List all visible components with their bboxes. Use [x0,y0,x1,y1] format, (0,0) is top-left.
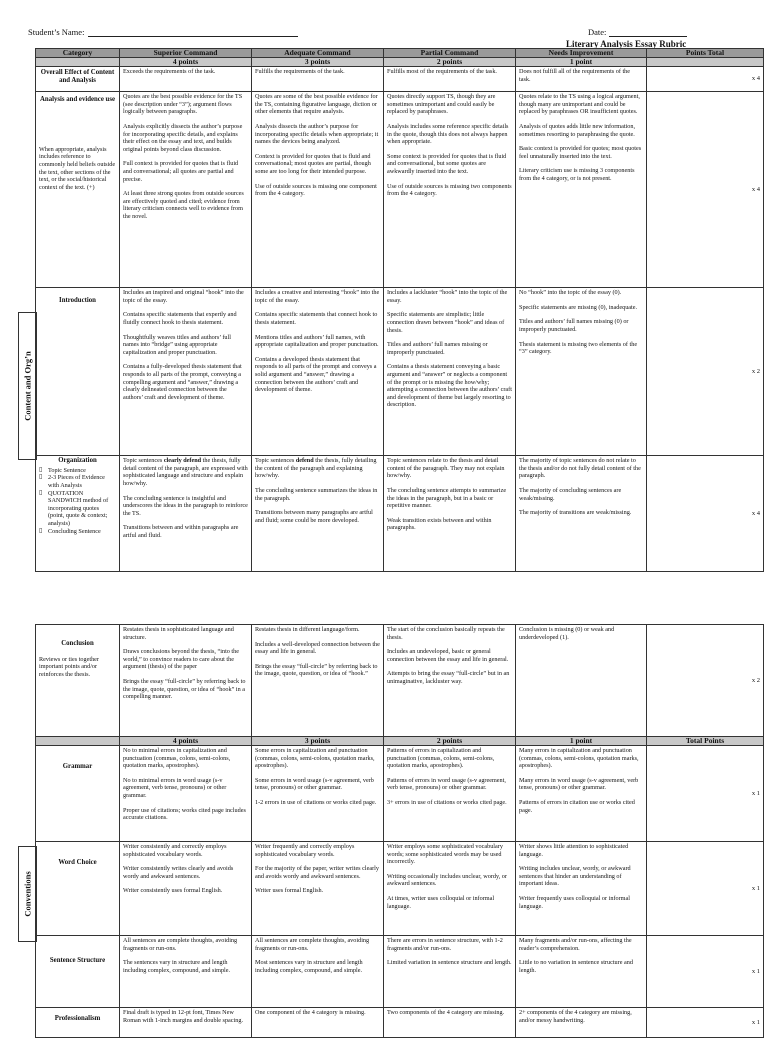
cell-partial [384,842,516,936]
criterion-text: Analysis dissects the author’s purpose for incorporating specific details when appropriate; it names the devices being analyzed. [255,122,379,146]
table-row [36,456,764,572]
rubric-title-prefix: Literary [566,39,599,49]
category-cell [36,67,120,92]
cell-adequate [252,746,384,842]
criterion-lead: Topic sentences [255,457,296,465]
criterion-text: Analysis includes some reference specific details in the quote, though this does not always happen when appropriate. [387,122,509,146]
category-title: Grammar [62,763,93,770]
criterion-text: The concluding sentence attempts to summarize the ideas in the paragraph, but in a basic or repetitive manner. [387,486,507,510]
criterion-text: Limited variation in sentence structure and length. [387,959,512,967]
cell-needs-improvement [516,842,647,936]
points-blank [36,737,120,746]
criterion-text: Two components of the 4 category are missing. [387,1009,505,1016]
criterion-text: Final draft is typed in 12-pt font, Times New Roman with 1-inch margins and double spacing. [123,1009,244,1024]
criterion-rest: the thesis, fully detail content of the paragraph, are expressed with sophisticated language and structure and explain how/why. [123,457,248,487]
criterion-text [255,457,380,480]
criterion-text: Contains specific statements that expertly and fluidly connect hook to thesis statement. [123,311,237,326]
student-name-label: Student’s Name: [28,27,85,37]
criterion-text: Writer consistently uses formal English. [123,887,223,895]
category-cell [36,936,120,1008]
criterion-text: Includes a lackluster “hook” into the topic of the essay. [387,289,508,304]
criterion-text: Writing occasionally includes unclear, wordy, or awkward sentences. [387,872,507,888]
criterion-text: Contains a thesis statement conveying a basic argument and “answer” or neglects a component of the prompt or is missing the how/why; attempting a connection between the authors’ craft and development of theme but largely resorting to description. [387,363,512,409]
criterion-text: Brings the essay “full-circle” by referring back to the image, quote, question, or idea of “hook.” [255,662,378,678]
criterion-text: 2+ components of the 4 category are missing, and/or messy handwriting. [519,1009,632,1024]
criterion-text: Attempts to bring the essay “full-circle” but in an unimaginative, lackluster way. [387,670,510,685]
cell-partial [384,746,516,842]
criterion-text: Thoughtfully weaves titles and authors’ full names into “bridge” using appropriate capitalization and proper punctuation. [123,333,231,356]
cell-needs-improvement [516,1008,647,1038]
category-title: Organization [58,457,97,465]
criterion-text: The concluding sentence summarizes the ideas in the paragraph. [255,486,378,502]
criterion-text: Quotes are the best possible evidence for the TS (see description under “3”); argument flows logically between paragraphs. [123,93,243,116]
criterion-text: Quotes directly support TS, though they are sometimes unimportant and could easily be replaced by paraphrases. [387,93,496,116]
rubric-table-top [35,48,764,572]
criterion-text: Includes a well-developed connection between the essay and life in general. [255,640,380,656]
criterion-text: For the majority of the paper, writer writes clearly and avoids wordy and awkward sentences. [255,865,379,880]
criterion-text: There are errors in sentence structure, with 1-2 fragments and/or run-ons. [387,937,503,952]
cell-adequate [252,625,384,737]
score-multiplier[interactable]: x 4 [647,67,764,92]
header-row [36,49,764,58]
criterion-text: All sentences are complete thoughts, avoiding fragments or run-ons. [123,937,238,952]
list-item: ▯ QUOTATION SANDWICH method of incorporating quotes (point, quote & context; analysis) [39,490,116,528]
cell-partial [384,288,516,456]
cell-partial [384,456,516,572]
criterion-text: Patterns of errors in capitalization and punctuation (commas, colons, semi-colons, quotation marks, apostrophes). [387,747,495,770]
criterion-text: No “hook” into the topic of the essay (0). [519,289,622,297]
criterion-text: Patterns of errors in citation use or works cited page. [519,798,635,814]
cell-needs-improvement [516,936,647,1008]
criterion-text: Little to no variation in sentence structure and length. [519,959,633,974]
criterion-text: Writer consistently writes clearly and avoids wordy and awkward sentences. [123,865,234,880]
cell-needs-improvement [516,625,647,737]
criterion-rest: the thesis, fully detailing the content of the paragraph and explaining how/why. [255,457,377,480]
criterion-text: Writer frequently uses colloquial or informal language. [519,894,630,910]
criterion-text: Writer consistently and correctly employs sophisticated vocabulary words. [123,843,227,858]
cell-adequate [252,1008,384,1038]
criterion-text: Literary criticism use is missing 3 components from the 4 category, or is not present. [519,167,635,182]
category-title: Analysis and evidence use [40,96,115,104]
table-row [36,288,764,456]
list-item: ▯ 2-3 Pieces of Evidence with Analysis [39,474,116,489]
criterion-text: Patterns of errors in word usage (s-v agreement, verb tense, pronouns) or other grammar. [387,776,506,792]
criterion-text: Analysis explicitly dissects the author’s purpose for incorporating specific details, and explains their effect on the essay and text, and builds original points beyond class discussion. [123,122,243,153]
score-multiplier[interactable]: x 1 [647,842,764,936]
cell-superior [120,625,252,737]
criterion-text: 3+ errors in use of citations or works cited page. [387,798,507,806]
points-blank [36,58,120,67]
col-superior: Superior Command [120,49,252,58]
criterion-text: Contains specific statements that connect hook to thesis statement. [255,311,378,326]
category-cell [36,92,120,288]
cell-needs-improvement [516,288,647,456]
category-cell [36,842,120,936]
criterion-text: Conclusion is missing (0) or weak and underdeveloped (1). [519,626,615,641]
criterion-text: Writer frequently and correctly employs sophisticated vocabulary words. [255,843,355,858]
points-2: 2 points [384,58,516,67]
cell-needs-improvement [516,456,647,572]
category-title: Professionalism [54,1015,101,1022]
cell-superior [120,842,252,936]
criterion-text: The majority of transitions are weak/missing. [519,509,632,517]
criterion-text: Use of outside sources is missing two components from the 4 category. [387,182,512,198]
table-row [36,746,764,842]
side-label-content-text: Content and Org’n [22,351,33,421]
score-multiplier[interactable]: x 4 [647,456,764,572]
criterion-text: Exceeds the requirements of the task. [123,68,216,75]
criterion-text: Transitions between many paragraphs are artful and fluid; some could be more developed. [255,509,373,524]
category-cell [36,746,120,842]
criterion-text: Many fragments and/or run-ons, affecting the reader’s comprehension. [519,937,632,952]
criterion-text: Contains a fully-developed thesis statement that responds to all parts of the prompt, conveying a compelling argument and “answer,” drawing a clearly delineated connection between the authors’ craft and development of theme. [123,363,242,401]
criterion-emphasis: defend [295,457,314,465]
criterion-text: Thesis statement is missing two elements of the “3” category. [519,340,638,356]
student-name-line [88,27,298,37]
criterion-text: The concluding sentence is insightful and underscores the ideas in the paragraph to reinforce the TS. [123,494,248,517]
points-row [36,58,764,67]
side-label-conventions-text: Conventions [22,871,33,917]
cell-superior [120,936,252,1008]
criterion-text: Draws conclusions beyond the thesis, “into the world,” to convince readers to care about the argument (thesis) of the paper [123,648,239,671]
cell-superior [120,1008,252,1038]
criterion-text: Restates thesis in different language/form. [255,626,360,633]
category-cell [36,1008,120,1038]
criterion-text: The majority of concluding sentences are weak/missing. [519,486,622,502]
criterion-text: Topic sentences relate to the thesis and detail content of the paragraph. They may not explain how/why. [387,457,505,480]
cell-superior [120,456,252,572]
col-adequate: Adequate Command [252,49,384,58]
category-description: Reviews or ties together important points and/or reinforces the thesis. [39,655,99,678]
criterion-text: The sentences vary in structure and length including complex, compound, and simple. [123,959,231,974]
criterion-text: The start of the conclusion basically repeats the thesis. [387,626,505,641]
points-4: 4 points [120,58,252,67]
cell-adequate [252,92,384,288]
criterion-text: Mentions titles and authors’ full names, with appropriate capitalization and proper punctuation. [255,333,379,349]
points-1: 1 point [516,58,647,67]
cell-superior [120,92,252,288]
total-points-header: Total Points [647,737,764,746]
col-partial: Partial Command [384,49,516,58]
criterion-text: No to minimal errors in capitalization and punctuation (commas, colons, semi-colons, quotation marks, apostrophes). [123,747,231,770]
table-row [36,625,764,737]
criterion-text: Contains a developed thesis statement that responds to all parts of the prompt and conveys a solid argument and “answer,” drawing a connection between the authors’ craft and development of theme. [255,355,377,394]
cell-superior [120,746,252,842]
table-row [36,1008,764,1038]
criterion-text: Weak transition exists between and within paragraphs. [387,516,492,532]
criterion-text: Most sentences vary in structure and length including complex, compound, and simple. [255,959,363,974]
criterion-text: Includes an undeveloped, basic or general connection between the essay and life in general. [387,648,509,663]
cell-superior [120,288,252,456]
score-multiplier[interactable]: x 1 [647,746,764,842]
criterion-text: Transitions between and within paragraphs are artful and fluid. [123,524,239,539]
criterion-text: One component of the 4 category is missing. [255,1009,366,1016]
cell-needs-improvement [516,746,647,842]
category-title: Word Choice [58,859,97,866]
criterion-emphasis: clearly defend [163,457,202,465]
criterion-text: Writer shows little attention to sophisticated language. [519,843,629,858]
criterion-text: Some errors in word usage (s-v agreement, verb tense, pronouns) or other grammar. [255,776,374,792]
criterion-text: Titles and authors’ full names missing (0) or improperly punctuated. [519,318,629,333]
criterion-text: Proper use of citations; works cited page includes accurate citations. [123,806,246,822]
rubric-table-bottom [35,624,764,1038]
category-title: Conclusion [61,640,94,647]
date-line [609,27,687,37]
criterion-text: Includes an inspired and original “hook” into the topic of the essay. [123,289,244,304]
criterion-text: Context is provided for quotes that is fluid and conversational; most quotes are partial, though some are too long for their intended purpose. [255,152,371,175]
col-points-total: Points Total [647,49,764,58]
category-description: When appropriate, analysis includes reference to commonly held beliefs outside the text, other sections of the text, or the social/historical context of the text. (+) [39,145,116,191]
col-category: Category [36,49,120,58]
criterion-text: Does not fulfill all of the requirements of the task. [519,68,631,83]
table-row [36,92,764,288]
cell-needs-improvement [516,92,647,288]
category-cell [36,288,120,456]
criterion-text: Writer uses formal English. [255,887,324,895]
criterion-text: Quotes relate to the TS using a logical argument, though many are unimportant and could be replaced by paraphrases OR insufficient quotes. [519,93,640,116]
criterion-text: Specific statements are missing (0), inadequate. [519,303,638,311]
points-row-conventions [36,737,764,746]
category-title: Overall Effect of Content and Analysis [40,69,115,84]
criterion-text: Many errors in word usage (s-v agreement, verb tense, pronouns) or other grammar. [519,776,639,792]
criterion-text: Brings the essay “full-circle” by referring back to the image, quote, question, or idea of “hook” in a compelling manner. [123,677,246,701]
criterion-text: Fulfills most of the requirements of the task. [387,68,497,75]
cell-partial [384,67,516,92]
criterion-text: Restates thesis in sophisticated language and structure. [123,626,234,641]
rubric-title-underlined: Analysis Essay Rubric [600,39,687,49]
list-item: ▯ Concluding Sentence [39,528,116,536]
cell-adequate [252,288,384,456]
table-row [36,842,764,936]
date-field [588,27,687,37]
table-row [36,67,764,92]
points-3: 3 points [252,58,384,67]
criterion-text: Basic context is provided for quotes; most quotes feel unnaturally inserted into the text. [519,145,642,160]
criterion-text: Analysis of quotes adds little new information, sometimes resorting to paraphrasing the quote. [519,122,635,138]
criterion-text: Full context is provided for quotes that is fluid and conversational; all quotes are partial and precise. [123,160,239,183]
criterion-text: Some errors in capitalization and punctuation (commas, colons, semi-colons, quotation marks, apostrophes). [255,747,375,770]
category-cell [36,625,120,737]
points-3: 3 points [252,737,384,746]
table-row [36,936,764,1008]
list-item: ▯ Topic Sentence [39,467,116,475]
points-4: 4 points [120,737,252,746]
criterion-text: Quotes are some of the best possible evidence for the TS, containing figurative language, diction or other elements that require analysis. [255,93,378,116]
criterion-text: All sentences are complete thoughts, avoiding fragments or run-ons. [255,937,370,952]
cell-partial [384,1008,516,1038]
cell-adequate [252,842,384,936]
points-total-blank [647,58,764,67]
criterion-text: Titles and authors’ full names missing or improperly punctuated. [387,341,488,356]
cell-adequate [252,936,384,1008]
criterion-text: At least three strong quotes from outside sources are effectively quoted and cited; evidence from literary criticism connects well to evidence from the novel. [123,190,244,220]
category-title: Sentence Structure [49,957,106,964]
cell-partial [384,936,516,1008]
organization-checklist [39,467,116,535]
criterion-text: No to minimal errors in word usage (s-v agreement, verb tense, pronouns) or other grammar. [123,776,227,799]
criterion-text: 1-2 errors in use of citations or works cited page. [255,798,377,806]
category-title: Introduction [59,297,96,305]
criterion-text: Specific statements are simplistic; little connection drawn between “hook” and ideas of thesis. [387,311,505,334]
criterion-text: Some context is provided for quotes that is fluid and conversational, but some quotes are awkwardly inserted into the text. [387,152,507,175]
category-cell [36,456,120,572]
criterion-text: Fulfills the requirements of the task. [255,68,345,75]
cell-superior [120,67,252,92]
score-multiplier[interactable]: x 2 [647,625,764,737]
cell-partial [384,92,516,288]
cell-needs-improvement [516,67,647,92]
criterion-text: The majority of topic sentences do not relate to the thesis and/or do not fully detail content of the paragraph. [519,457,641,480]
criterion-text: Many errors in capitalization and punctuation (commas, colons, semi-colons, quotation marks, apostrophes). [519,747,639,770]
score-multiplier[interactable]: x 1 [647,1008,764,1038]
cell-adequate [252,67,384,92]
points-2: 2 points [384,737,516,746]
criterion-text: Writing includes unclear, wordy, or awkward sentences that hinder an understanding of important ideas. [519,865,631,888]
student-name-field [28,27,298,37]
criterion-lead: Topic sentences [123,457,164,465]
cell-partial [384,625,516,737]
col-needs-improvement: Needs Improvement [516,49,647,58]
date-label: Date: [588,27,607,37]
points-1: 1 point [516,737,647,746]
criterion-text [123,457,248,487]
criterion-text: At times, writer uses colloquial or informal language. [387,894,495,910]
criterion-text: Writer employs some sophisticated vocabulary words; some sophisticated words may be used incorrectly. [387,843,503,866]
score-multiplier[interactable]: x 4 [647,92,764,288]
criterion-text: Includes a creative and interesting “hook” into the topic of the essay. [255,289,380,304]
cell-adequate [252,456,384,572]
score-multiplier[interactable]: x 1 [647,936,764,1008]
criterion-text: Use of outside sources is missing one component from the 4 category. [255,182,377,198]
score-multiplier[interactable]: x 2 [647,288,764,456]
